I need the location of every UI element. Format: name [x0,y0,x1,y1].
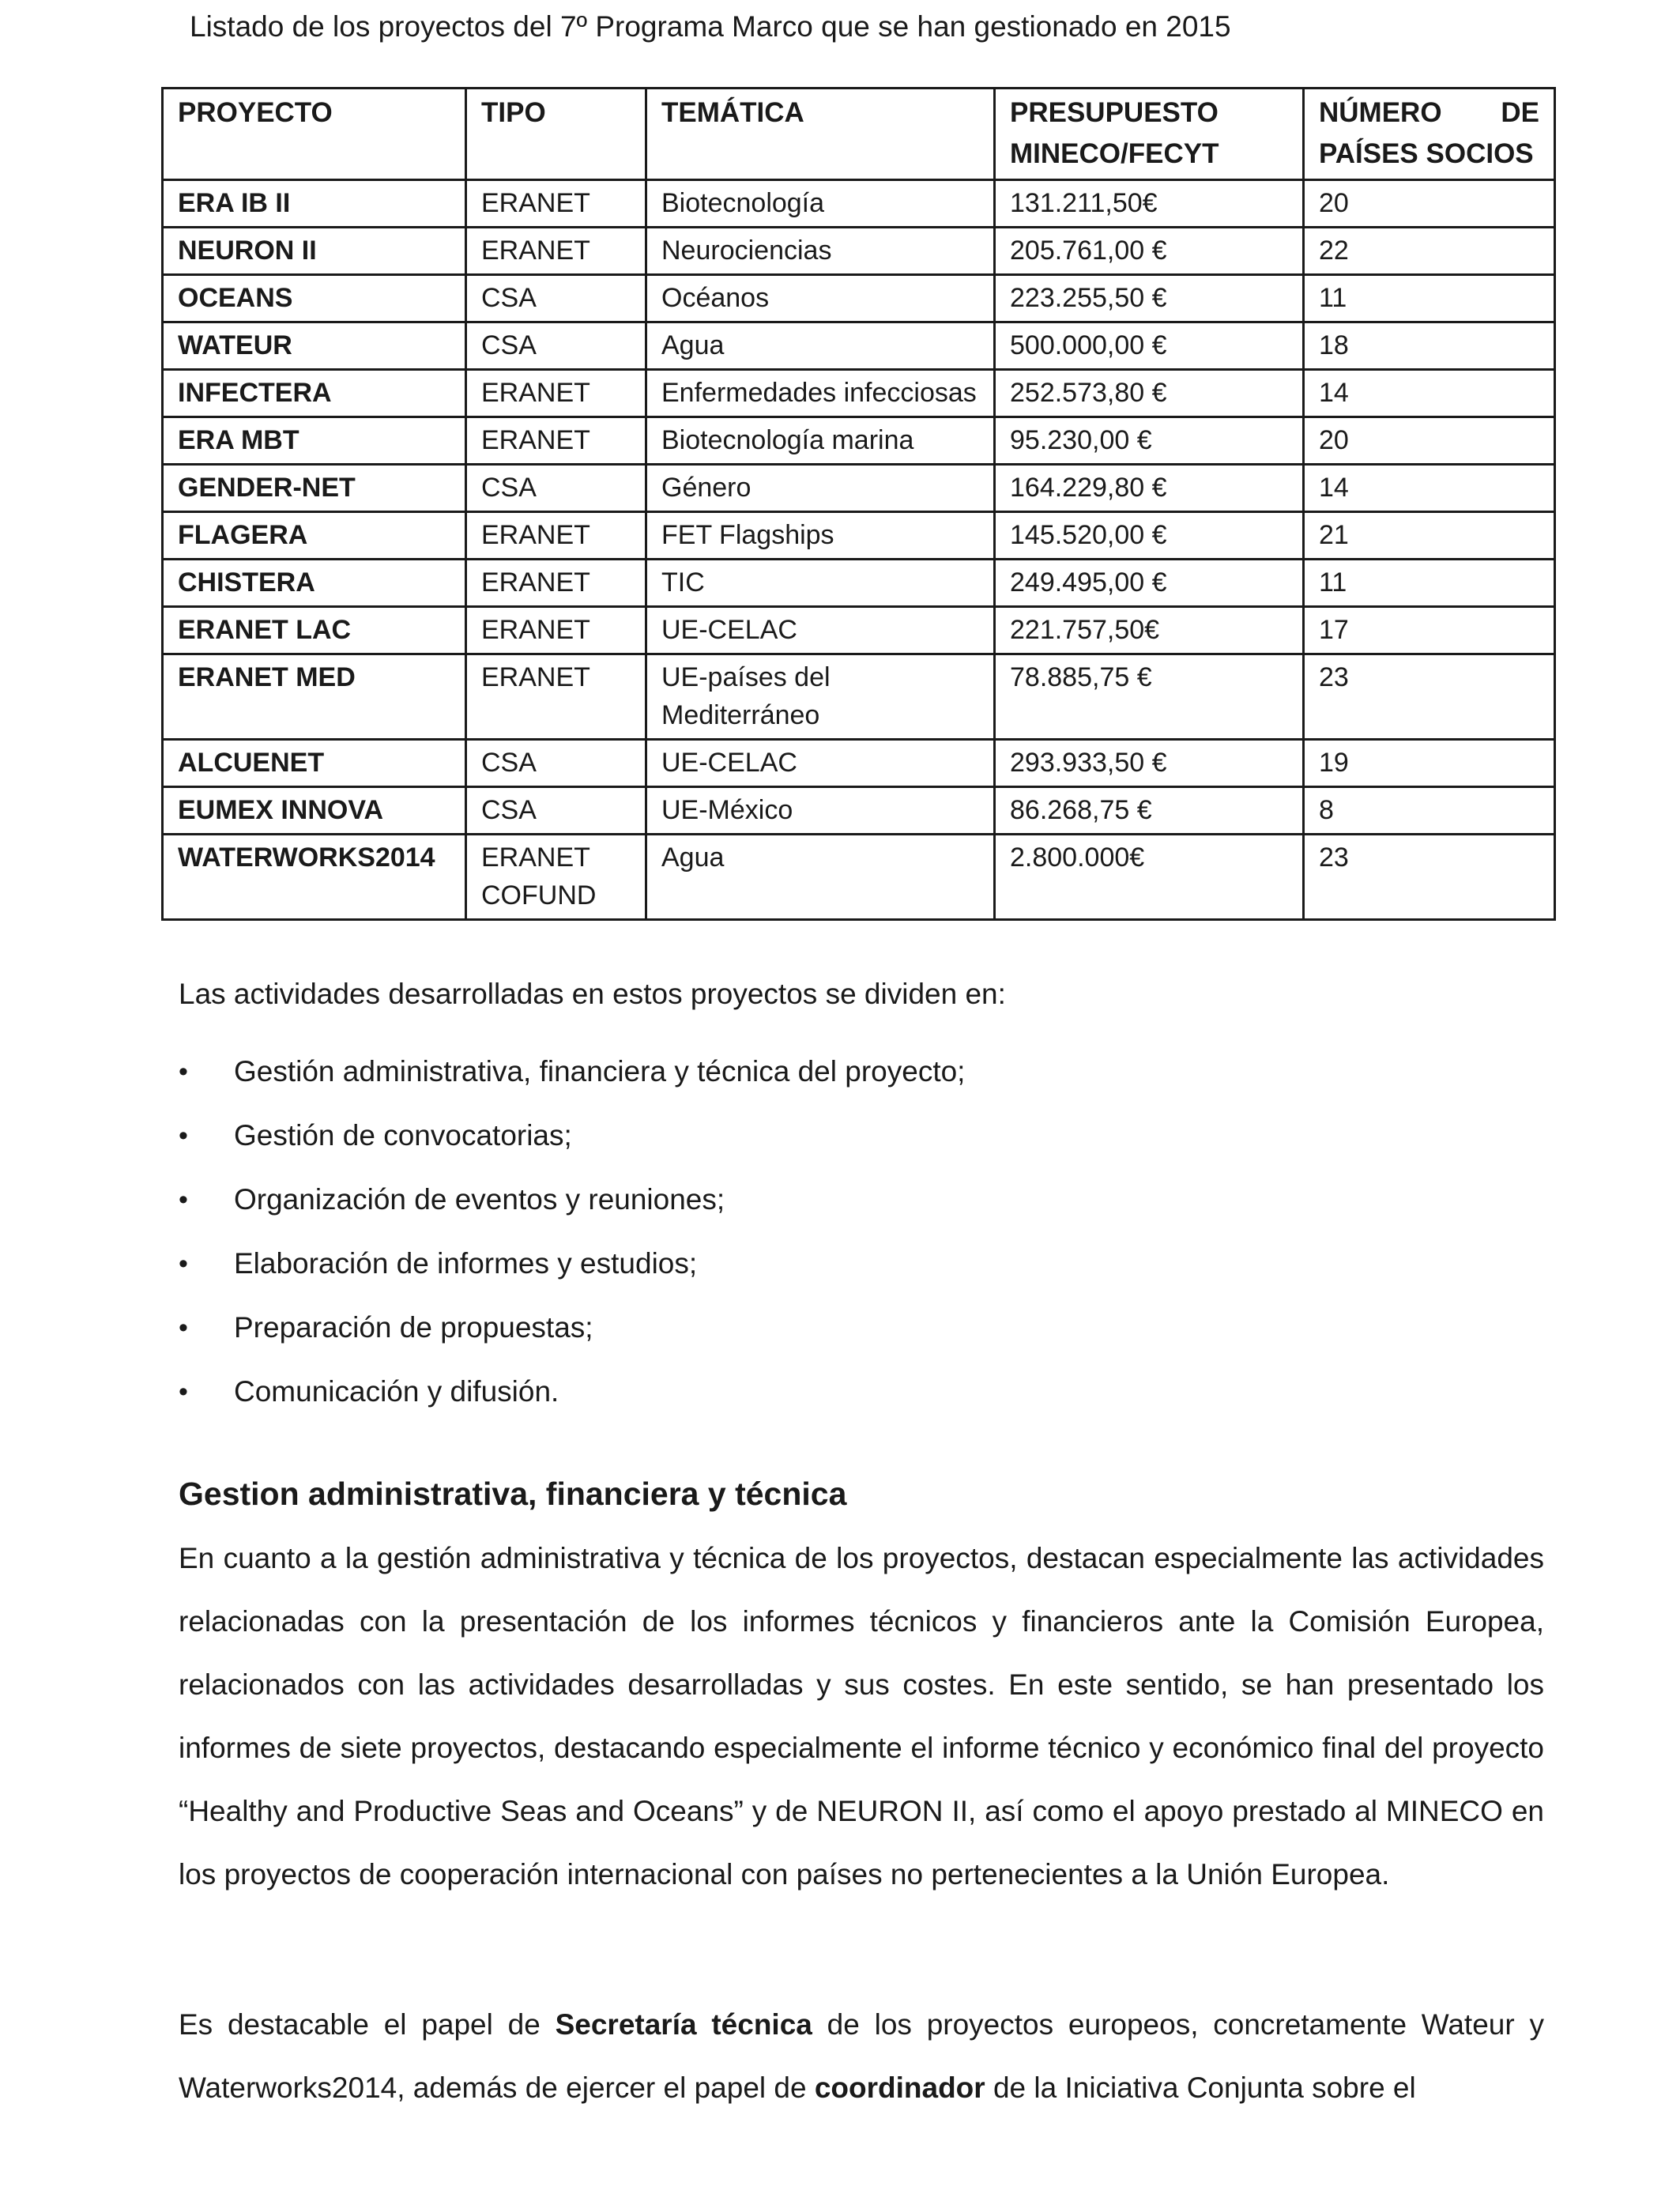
cell-presupuesto: 221.757,50€ [995,607,1304,654]
paragraph2-text-3: de la Iniciativa Conjunta sobre el [985,2071,1416,2104]
cell-presupuesto: 223.255,50 € [995,275,1304,322]
cell-proyecto: ALCUENET [163,740,466,787]
table-row [163,275,1555,322]
cell-tipo: CSA [466,740,646,787]
table-row [163,417,1555,465]
header-presupuesto-line1: PRESUPUESTO [1010,97,1219,128]
table-caption: Listado de los proyectos del 7º Programa Marco que se han gestionado en 2015 [190,10,1231,43]
cell-proyecto: GENDER-NET [163,465,466,512]
cell-tipo: ERANET [466,228,646,275]
paragraph2-bold-secretaria: Secretaría técnica [555,2008,812,2041]
cell-proyecto: ERANET LAC [163,607,466,654]
cell-presupuesto: 86.268,75 € [995,787,1304,835]
cell-tipo: ERANET [466,654,646,740]
list-item-text: Organización de eventos y reuniones; [234,1183,725,1216]
cell-socios: 18 [1304,322,1555,370]
cell-socios: 11 [1304,560,1555,607]
section-heading: Gestion administrativa, financiera y técnica [179,1476,847,1512]
cell-tematica: Océanos [646,275,995,322]
paragraph2-bold-coordinador: coordinador [814,2071,985,2104]
cell-socios: 14 [1304,370,1555,417]
cell-presupuesto: 205.761,00 € [995,228,1304,275]
cell-socios: 8 [1304,787,1555,835]
cell-socios: 23 [1304,835,1555,920]
list-item [179,1243,965,1307]
cell-proyecto: NEURON II [163,228,466,275]
cell-socios: 14 [1304,465,1555,512]
table-header-row [163,89,1555,180]
table-row [163,370,1555,417]
cell-tematica: Género [646,465,995,512]
cell-presupuesto: 249.495,00 € [995,560,1304,607]
paragraph-secretaria [179,1993,1544,2120]
cell-tipo: CSA [466,787,646,835]
bullet-icon: • [179,1377,188,1407]
list-item-text: Gestión administrativa, financiera y técnica del proyecto; [234,1055,966,1088]
table-row [163,465,1555,512]
cell-proyecto: OCEANS [163,275,466,322]
cell-proyecto: CHISTERA [163,560,466,607]
list-item-text: Gestión de convocatorias; [234,1119,572,1152]
cell-proyecto: EUMEX INNOVA [163,787,466,835]
activities-list [179,1051,965,1435]
cell-presupuesto: 500.000,00 € [995,322,1304,370]
header-tematica: TEMÁTICA [646,89,995,180]
list-item [179,1115,965,1179]
header-numero-socios [1304,89,1555,180]
bullet-icon: • [179,1057,188,1087]
list-item [179,1307,965,1371]
table-row [163,512,1555,560]
cell-tematica: FET Flagships [646,512,995,560]
cell-presupuesto: 78.885,75 € [995,654,1304,740]
table-row [163,228,1555,275]
bullet-icon: • [179,1185,188,1215]
cell-tipo: CSA [466,275,646,322]
cell-tematica: Agua [646,322,995,370]
cell-tipo: ERANET [466,512,646,560]
cell-proyecto: ERA MBT [163,417,466,465]
cell-socios: 23 [1304,654,1555,740]
header-tipo: TIPO [466,89,646,180]
paragraph-gestion: En cuanto a la gestión administrativa y técnica de los proyectos, destacan especialmente las actividades relacionadas con la presentación de los informes técnicos y financieros ante la Comisión Europea, relacionados con las actividades desarrolladas y sus costes. En este sentido, se han presentado los informes de siete proyectos, destacando especialmente el informe técnico y económico final del proyecto “Healthy and Productive Seas and Oceans” y de NEURON II, así como el apoyo prestado al MINECO en los proyectos de cooperación internacional con países no pertenecientes a la Unión Europea. [179,1542,1544,1891]
header-proyecto: PROYECTO [163,89,466,180]
cell-presupuesto: 252.573,80 € [995,370,1304,417]
cell-socios: 22 [1304,228,1555,275]
table-row [163,787,1555,835]
list-item-text: Preparación de propuestas; [234,1311,593,1344]
table-row [163,180,1555,228]
header-presupuesto-line2: MINECO/FECYT [1010,138,1219,169]
cell-proyecto: WATERWORKS2014 [163,835,466,920]
cell-tematica: Biotecnología [646,180,995,228]
bullet-icon: • [179,1249,188,1279]
header-presupuesto [995,89,1304,180]
list-item [179,1051,965,1115]
cell-tipo: ERANET [466,417,646,465]
cell-tematica: Enfermedades infecciosas [646,370,995,417]
cell-tematica: UE-México [646,787,995,835]
bullet-icon: • [179,1313,188,1343]
cell-socios: 19 [1304,740,1555,787]
cell-tematica: Biotecnología marina [646,417,995,465]
activities-intro: Las actividades desarrolladas en estos proyectos se dividen en: [179,978,1006,1010]
cell-proyecto: WATEUR [163,322,466,370]
header-numero-line2: PAÍSES SOCIOS [1319,138,1534,169]
cell-presupuesto: 164.229,80 € [995,465,1304,512]
cell-presupuesto: 131.211,50€ [995,180,1304,228]
cell-tipo: ERANET [466,607,646,654]
cell-tipo: ERANET [466,560,646,607]
cell-tematica: TIC [646,560,995,607]
list-item [179,1179,965,1243]
cell-tipo: ERANET [466,370,646,417]
projects-table [161,87,1556,921]
header-numero-line1: NÚMERO DE [1319,97,1539,128]
cell-tematica: Agua [646,835,995,920]
paragraph2-text-2: de los proyectos europeos, concretamente Wateur y Waterworks2014, además de ejercer el papel de [179,2008,1544,2104]
table-row [163,835,1555,920]
cell-tematica: UE-CELAC [646,740,995,787]
cell-presupuesto: 95.230,00 € [995,417,1304,465]
cell-proyecto: FLAGERA [163,512,466,560]
cell-presupuesto: 145.520,00 € [995,512,1304,560]
paragraph2-text-1: Es destacable el papel de [179,2008,556,2041]
cell-tematica: UE-CELAC [646,607,995,654]
cell-socios: 17 [1304,607,1555,654]
cell-proyecto: ERANET MED [163,654,466,740]
bullet-icon: • [179,1121,188,1151]
cell-presupuesto: 293.933,50 € [995,740,1304,787]
cell-tipo: ERANET COFUND [466,835,646,920]
cell-tematica: UE-países del Mediterráneo [646,654,995,740]
table-row [163,322,1555,370]
list-item-text: Comunicación y difusión. [234,1375,559,1408]
table-row [163,560,1555,607]
cell-socios: 21 [1304,512,1555,560]
list-item [179,1371,965,1435]
table-row [163,654,1555,740]
cell-tematica: Neurociencias [646,228,995,275]
cell-tipo: CSA [466,322,646,370]
cell-socios: 20 [1304,180,1555,228]
list-item-text: Elaboración de informes y estudios; [234,1247,698,1280]
table-row [163,607,1555,654]
cell-socios: 11 [1304,275,1555,322]
cell-presupuesto: 2.800.000€ [995,835,1304,920]
cell-tipo: CSA [466,465,646,512]
cell-tipo: ERANET [466,180,646,228]
cell-proyecto: ERA IB II [163,180,466,228]
table-body [163,180,1555,920]
cell-socios: 20 [1304,417,1555,465]
table-row [163,740,1555,787]
cell-proyecto: INFECTERA [163,370,466,417]
